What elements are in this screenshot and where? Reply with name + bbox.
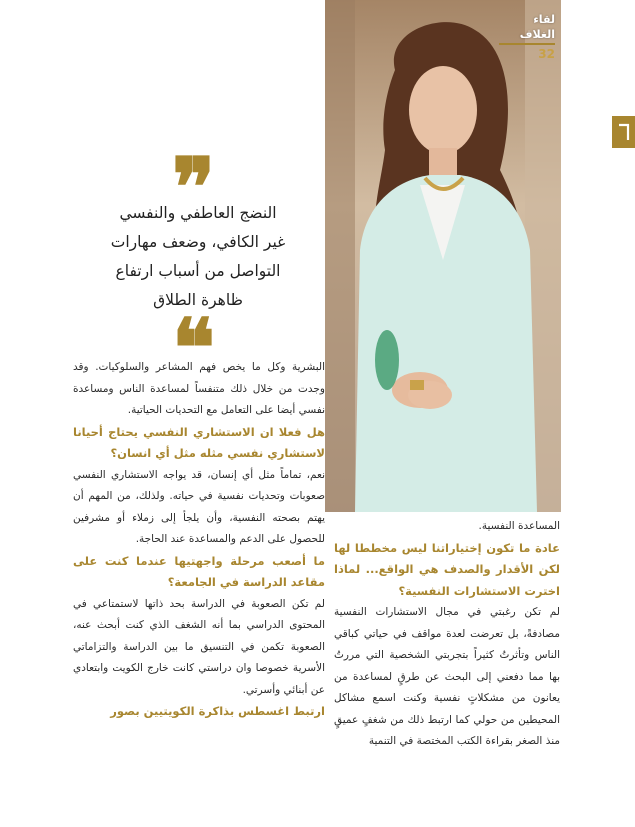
interview-question: عادة ما تكون إختياراتنا ليس مخططا لها لكن الأقدار والصدف هي الواقع... لماذا اخترت الاستشارات النفسية؟ (334, 540, 560, 598)
pull-quote-line: التواصل من أسباب ارتفاع (115, 262, 281, 280)
section-title: لقاء الغلاف (519, 13, 555, 41)
quote-open-icon: ❞ (172, 140, 216, 234)
paragraph: لم تكن رغبتي في مجال الاستشارات النفسية مصادفةً، بل تعرضت لعدة مواقف في حياتي كباقي الناس وتأثرتُ كثيراً بتجربتي الشخصية التي مررتُ بها مما دفعني إلى البحث عن طرقٍ لمساعدة من يعانون من مشكلاتٍ نفسية وكنت اسمع مشاكل المحيطين من حولي كما ارتبط ذلك من شغفٍ عميقٍ منذ الصغر بقراءة الكتب المختصة في التنمية (334, 606, 560, 747)
section-divider (499, 43, 555, 45)
pull-quote (70, 199, 326, 315)
article-column-left (73, 357, 325, 723)
pull-quote-line: النضج العاطفي والنفسي (119, 204, 277, 222)
interview-question: ما أصعب مرحلة واجهتيها عندما كنت على مقاعد الدراسة في الجامعة؟ (73, 553, 325, 589)
paragraph: المساعدة النفسية. (478, 520, 560, 532)
paragraph: نعم، تماماً مثل أي إنسان، قد يواجه الاستشاري النفسي صعوبات وتحديات نفسية في حياته. ولذلك، من المهم أن يهتم بصحته النفسية، وأن يلجأ إلى زملاء أو مشرفين للحصول على الدعم والمساعدة عند الحاجة. (73, 468, 325, 545)
interview-question: هل فعلا ان الاستشاري النفسي يحتاج أحيانا لاستشاري نفسي مثله مثل أي انسان؟ (73, 424, 325, 460)
pull-quote-line: غير الكافي، وضعف مهارات (110, 233, 286, 251)
portrait-illustration (325, 0, 561, 512)
tab-corner-icon (612, 116, 635, 148)
page-number: 32 (538, 47, 555, 61)
interview-question: ارتبط اغسطس بذاكرة الكويتيين بصور (110, 704, 325, 718)
portrait-photo (325, 0, 561, 512)
paragraph: البشرية وكل ما يخص فهم المشاعر والسلوكيات. وقد وجدت من خلال ذلك متنفساً لمساعدة الناس ومساعدة نفسي أيضا على التعامل مع التحديات الحياتية. (73, 361, 325, 416)
quote-close-icon: ❝ (172, 301, 216, 395)
section-badge (499, 12, 555, 61)
pull-quote-line: ظاهرة الطلاق (153, 291, 243, 309)
article-column-right (334, 516, 560, 753)
paragraph: لم تكن الصعوبة في الدراسة بحد ذاتها لاستمتاعي في المحتوى الدراسي بما أنه الشغف الذي كنت أبحث عنه، الصعوبة تكمن في التنسيق ما بين الدراسة والتزاماتي الأسرية خصوصا وان دراستي كانت خارج الكويت وابتعادي عن أبنائي وأسرتي. (73, 597, 325, 696)
